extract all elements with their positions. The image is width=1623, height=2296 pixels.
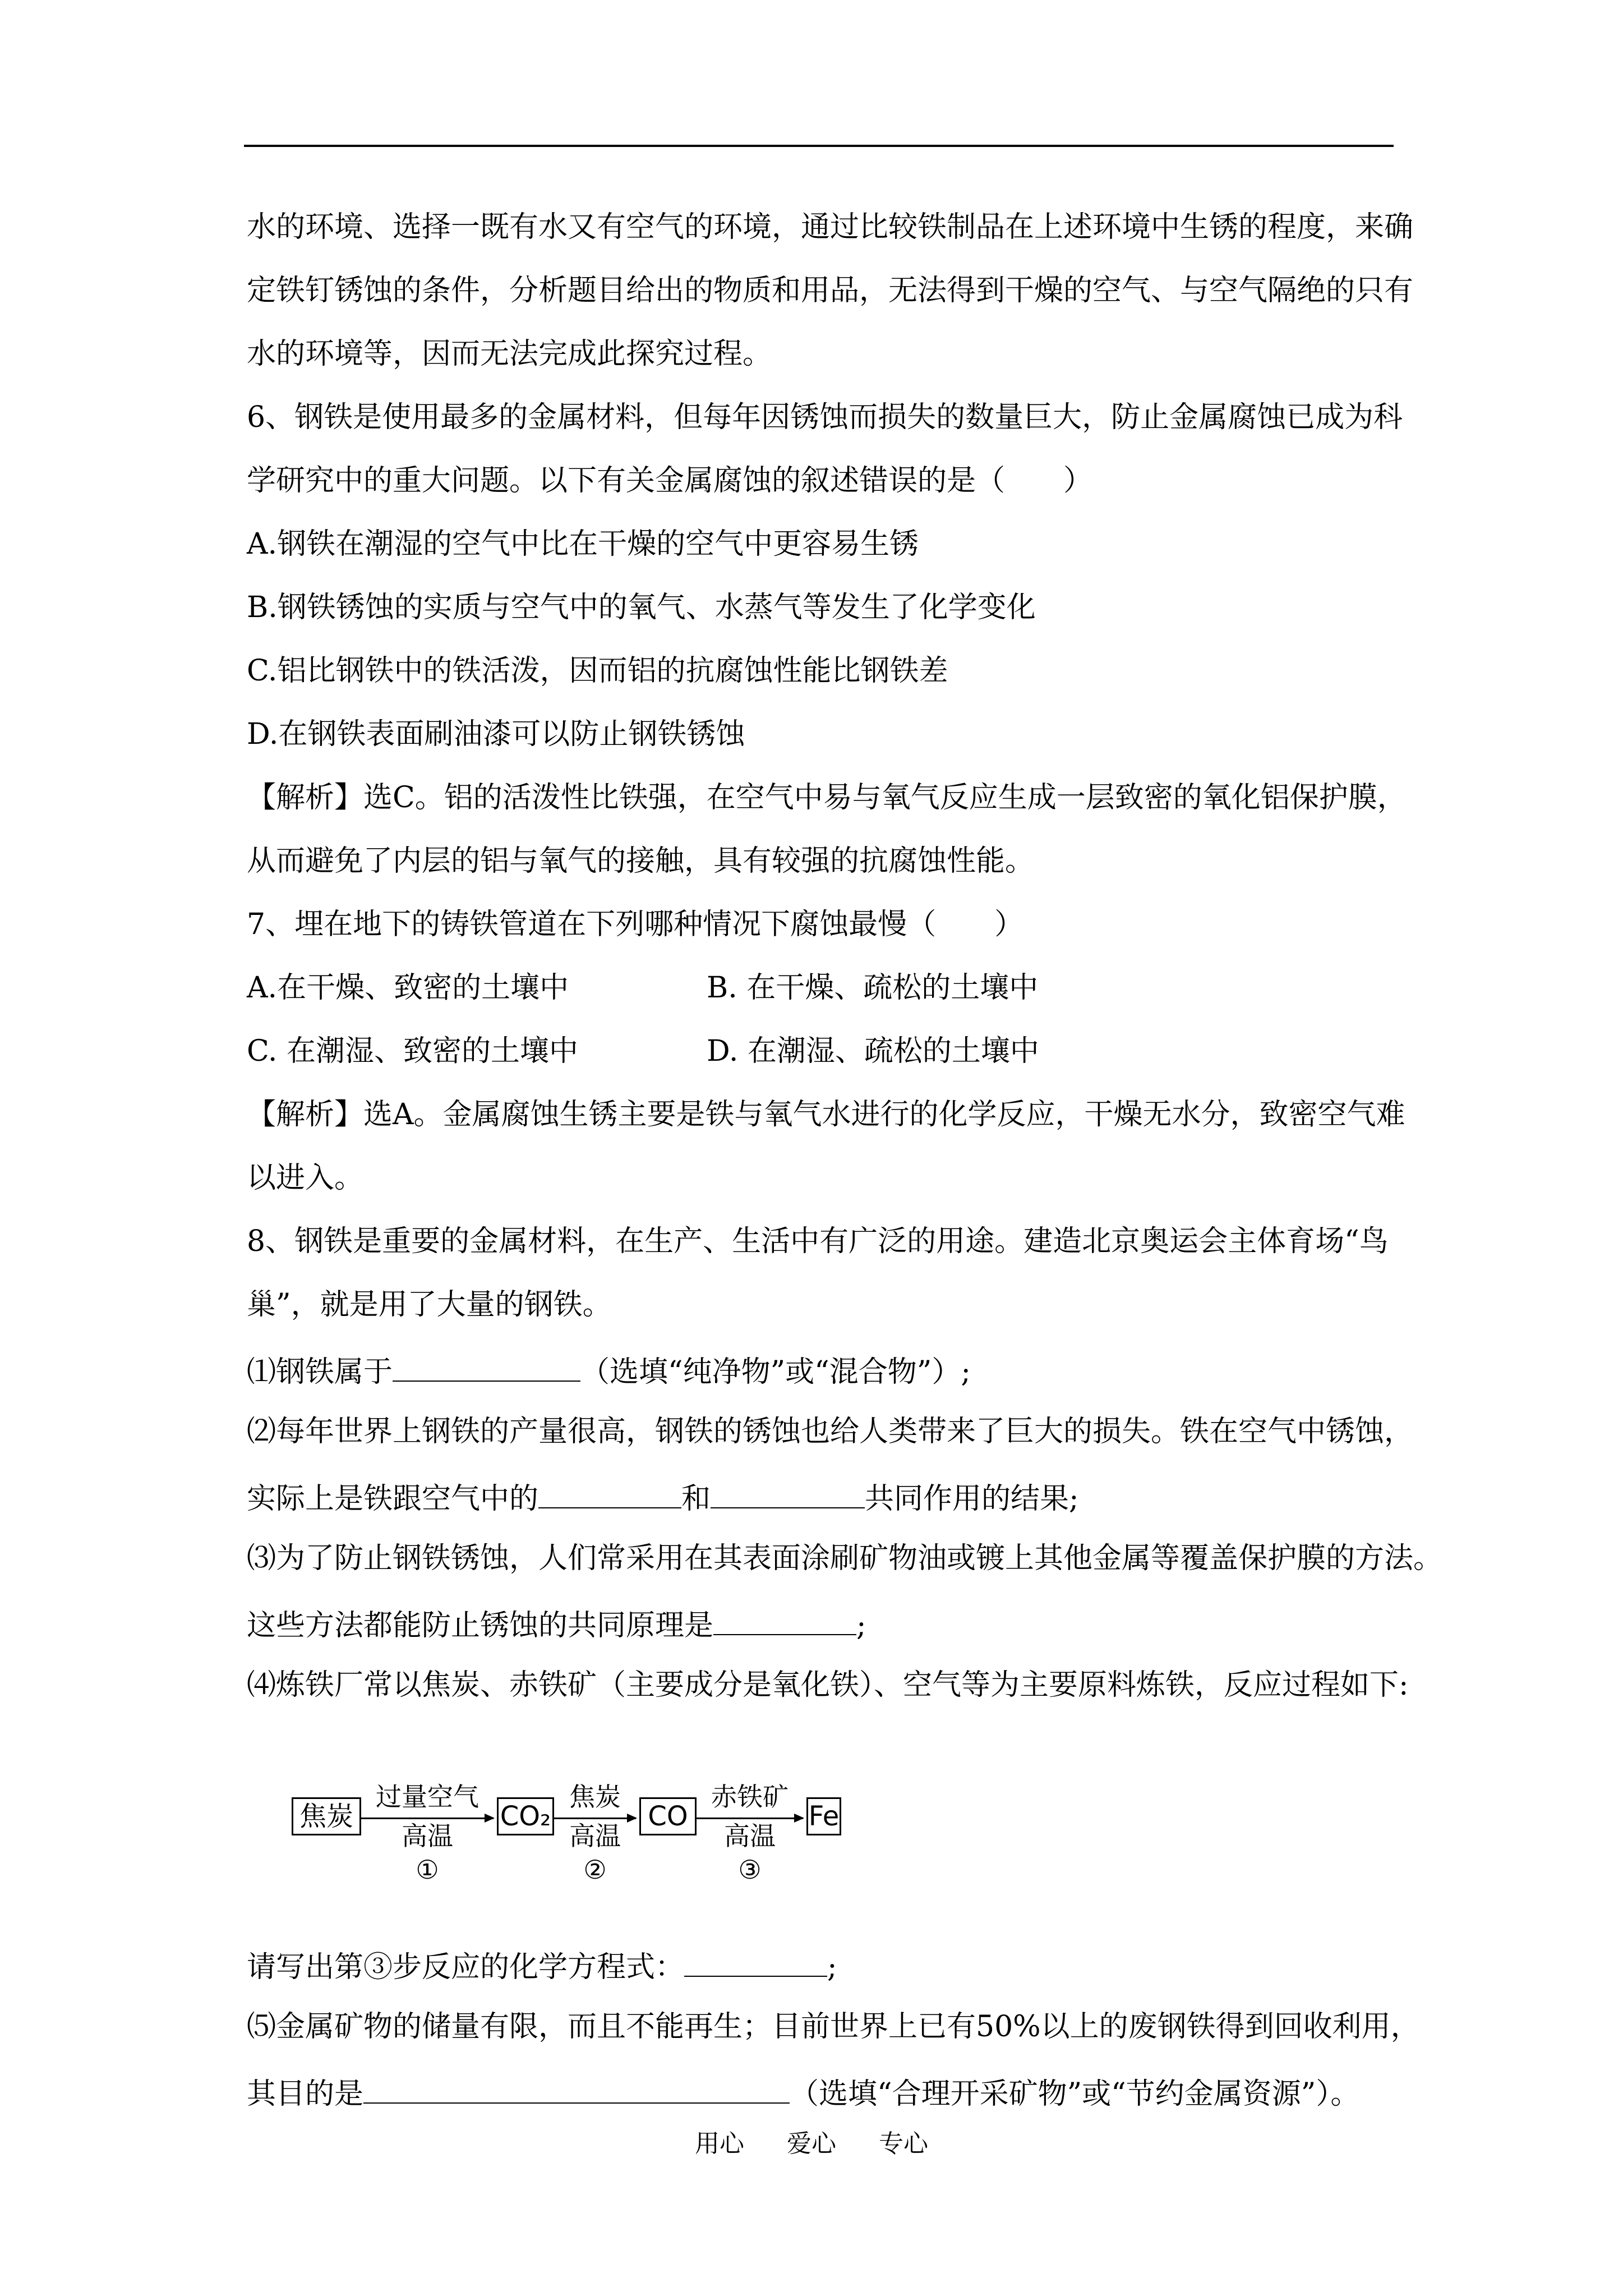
option-b: B.钢铁锈蚀的实质与空气中的氧气、水蒸气等发生了化学变化	[247, 591, 1036, 624]
flow-step-1-top: 过量空气	[376, 1782, 479, 1812]
flow-node-co: CO	[639, 1797, 697, 1835]
q8-part-1: ⑴钢铁属于 （选填“纯净物”或“混合物”）;	[247, 1351, 971, 1389]
analysis-7: 以进入。	[247, 1161, 364, 1195]
question-6-stem: 学研究中的重大问题。以下有关金属腐蚀的叙述错误的是（ ）	[247, 464, 1093, 498]
flow-step-3-bottom: 高温	[724, 1821, 776, 1851]
flow-arrow	[697, 1818, 803, 1819]
flow-node-coke: 焦炭	[292, 1797, 361, 1835]
q7-option-d: D. 在潮湿、疏松的土壤中	[707, 1034, 1039, 1068]
flow-node-fe: Fe	[806, 1797, 841, 1835]
answer-blank[interactable]	[393, 1351, 580, 1382]
question-8-stem: 巢”，就是用了大量的钢铁。	[247, 1288, 612, 1322]
answer-blank[interactable]	[684, 1947, 827, 1977]
q7-option-a: A.在干燥、致密的土壤中	[247, 971, 569, 1005]
flow-step-3-top: 赤铁矿	[711, 1782, 789, 1812]
flow-arrow	[554, 1818, 636, 1819]
flow-arrow	[361, 1818, 494, 1819]
question-6-stem: 6、钢铁是使用最多的金属材料，但每年因锈蚀而损失的数量巨大，防止金属腐蚀已成为科	[247, 401, 1403, 434]
text-line: 水的环境、选择一既有水又有空气的环境，通过比较铁制品在上述环境中生锈的程度，来确	[247, 210, 1414, 244]
q8-part-4: ⑷炼铁厂常以焦炭、赤铁矿（主要成分是氧化铁）、空气等为主要原料炼铁，反应过程如下:	[247, 1668, 1409, 1702]
option-d: D.在钢铁表面刷油漆可以防止钢铁锈蚀	[247, 717, 745, 751]
page-footer: 用心 爱心 专心	[695, 2129, 928, 2158]
flow-step-1-num: ①	[416, 1855, 439, 1885]
answer-blank[interactable]	[363, 2073, 790, 2104]
header-rule	[244, 145, 1394, 147]
flow-node-co2: CO₂	[497, 1797, 554, 1835]
option-a: A.钢铁在潮湿的空气中比在干燥的空气中更容易生锈	[247, 527, 919, 561]
flow-step-2-bottom: 高温	[569, 1821, 621, 1851]
flow-step-2-top: 焦炭	[569, 1782, 621, 1812]
q8-part-4-blank: 请写出第③步反应的化学方程式： ;	[247, 1947, 837, 1984]
question-8-stem: 8、钢铁是重要的金属材料，在生产、生活中有广泛的用途。建造北京奥运会主体育场“鸟	[247, 1225, 1389, 1258]
answer-blank[interactable]	[711, 1478, 865, 1508]
q7-option-b: B. 在干燥、疏松的土壤中	[707, 971, 1039, 1005]
answer-blank[interactable]	[713, 1605, 856, 1635]
analysis-6: 从而避免了内层的铝与氧气的接触，具有较强的抗腐蚀性能。	[247, 844, 1035, 878]
analysis-6: 【解析】选C。铝的活泼性比铁强，在空气中易与氧气反应生成一层致密的氧化铝保护膜，	[247, 781, 1407, 815]
flow-step-2-num: ②	[583, 1855, 607, 1885]
q7-option-c: C. 在潮湿、致密的土壤中	[247, 1034, 578, 1068]
q8-part-2-blanks: 实际上是铁跟空气中的 和 共同作用的结果;	[247, 1478, 1079, 1516]
option-c: C.铝比钢铁中的铁活泼，因而铝的抗腐蚀性能比钢铁差	[247, 654, 948, 688]
q8-part-3: ⑶为了防止钢铁锈蚀，人们常采用在其表面涂刷矿物油或镀上其他金属等覆盖保护膜的方法。	[247, 1542, 1443, 1575]
analysis-7: 【解析】选A。金属腐蚀生锈主要是铁与氧气水进行的化学反应，干燥无水分，致密空气难	[247, 1098, 1405, 1131]
reaction-flow-diagram	[292, 1778, 852, 1913]
question-7-stem: 7、埋在地下的铸铁管道在下列哪种情况下腐蚀最慢（ ）	[247, 908, 1024, 941]
answer-blank[interactable]	[538, 1478, 681, 1508]
flow-step-3-num: ③	[738, 1855, 762, 1885]
flow-step-1-bottom: 高温	[402, 1821, 453, 1851]
text-line: 水的环境等，因而无法完成此探究过程。	[247, 337, 772, 371]
q8-part-3-blank: 这些方法都能防止锈蚀的共同原理是 ;	[247, 1605, 866, 1642]
q8-part-5: ⑸金属矿物的储量有限，而且不能再生；目前世界上已有50%以上的废钢铁得到回收利用，	[247, 2010, 1420, 2044]
text-line: 定铁钉锈蚀的条件，分析题目给出的物质和用品，无法得到干燥的空气、与空气隔绝的只有	[247, 274, 1414, 307]
q8-part-5-blank: 其目的是 （选填“合理开采矿物”或“节约金属资源”）。	[247, 2073, 1359, 2111]
q8-part-2: ⑵每年世界上钢铁的产量很高，钢铁的锈蚀也给人类带来了巨大的损失。铁在空气中锈蚀，	[247, 1415, 1414, 1448]
